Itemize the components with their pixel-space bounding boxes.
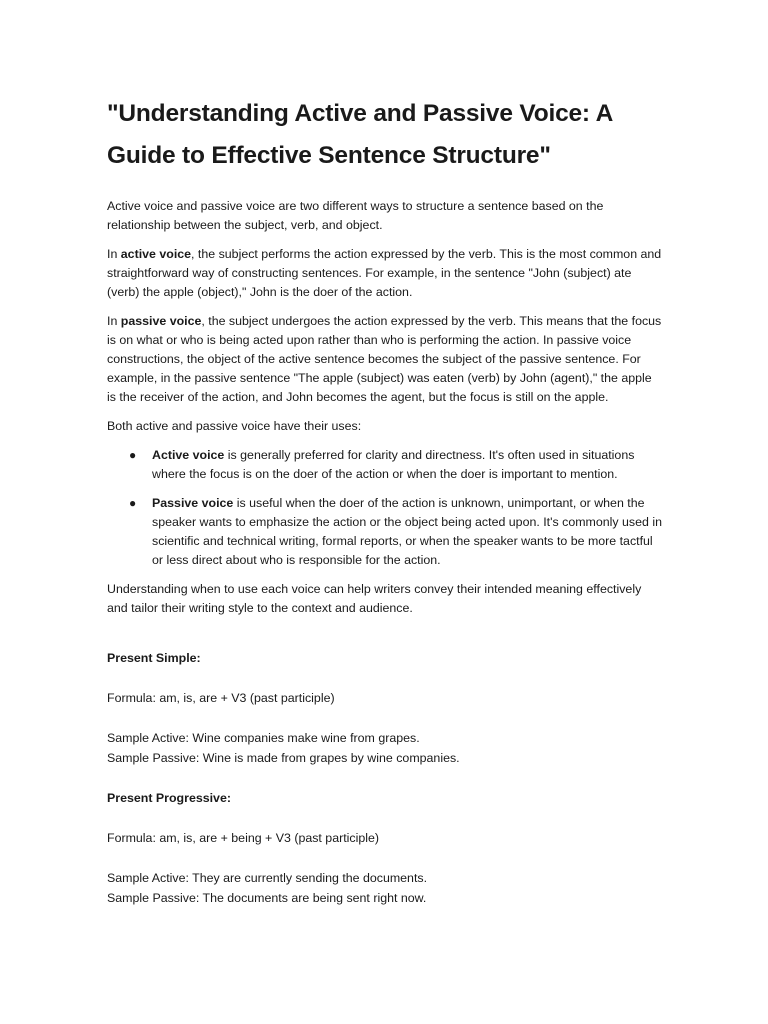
sample-active-line: Sample Active: Wine companies make wine from grapes.	[107, 731, 420, 745]
spacer	[107, 628, 663, 648]
active-para-prefix: In	[107, 247, 121, 261]
document-title: "Understanding Active and Passive Voice: A Guide to Effective Sentence Structure"	[107, 100, 613, 169]
passive-para-prefix: In	[107, 314, 121, 328]
bullet-icon: ●	[129, 448, 137, 462]
intro-paragraph: Active voice and passive voice are two different ways to structure a sentence based on the relationship between the subject, verb, and object.	[107, 199, 604, 232]
bullet-term: Passive voice	[152, 496, 234, 510]
bullet-text: is useful when the doer of the action is unknown, unimportant, or when the speaker wants to emphasize the action or the object being acted upon. It's commonly used in scientific and technical writing, formal reports, or when the speaker wants to be more tactful or less direct about who is responsible for the action.	[152, 496, 662, 567]
section-heading: Present Progressive:	[107, 791, 231, 805]
bullet-text: is generally preferred for clarity and directness. It's often used in situations where the focus is on the doer of the action or when the doer is important to mention.	[152, 448, 635, 481]
uses-list	[107, 446, 663, 570]
passive-para-term: passive voice	[120, 314, 202, 328]
active-para-text: , the subject performs the action expressed by the verb. This is the most common and straightforward way of constructing sentences. For example, in the sentence "John (subject) ate (verb) the apple (object)," John is the doer of the action.	[107, 247, 662, 299]
conclusion-paragraph: Understanding when to use each voice can help writers convey their intended meaning effectively and tailor their writing style to the context and audience.	[107, 582, 642, 615]
passive-voice-paragraph	[107, 312, 663, 407]
tense-section-present-progressive	[107, 788, 663, 908]
formula-line: Formula: am, is, are + V3 (past participle)	[107, 691, 335, 705]
sample-passive-line: Sample Passive: The documents are being sent right now.	[107, 891, 427, 905]
list-item	[107, 494, 663, 570]
bullet-icon: ●	[129, 496, 137, 510]
bullet-term: Active voice	[152, 448, 225, 462]
list-item	[107, 446, 663, 484]
active-voice-paragraph	[107, 245, 663, 302]
active-para-term: active voice	[120, 247, 192, 261]
tense-section-present-simple	[107, 648, 663, 768]
formula-line: Formula: am, is, are + being + V3 (past participle)	[107, 831, 380, 845]
passive-para-text: , the subject undergoes the action expressed by the verb. This means that the focus is on what or who is being acted upon rather than who is performing the action. In passive voice constructions, the object of the active sentence becomes the subject of the passive sentence. For example, in the passive sentence "The apple (subject) was eaten (verb) by John (agent)," the apple is the receiver of the action, and John becomes the agent, but the focus is still on the apple.	[107, 314, 662, 404]
sample-active-line: Sample Active: They are currently sending the documents.	[107, 871, 428, 885]
document-page	[107, 93, 663, 928]
sample-passive-line: Sample Passive: Wine is made from grapes by wine companies.	[107, 751, 460, 765]
section-heading: Present Simple:	[107, 651, 201, 665]
uses-intro: Both active and passive voice have their uses:	[107, 419, 362, 433]
